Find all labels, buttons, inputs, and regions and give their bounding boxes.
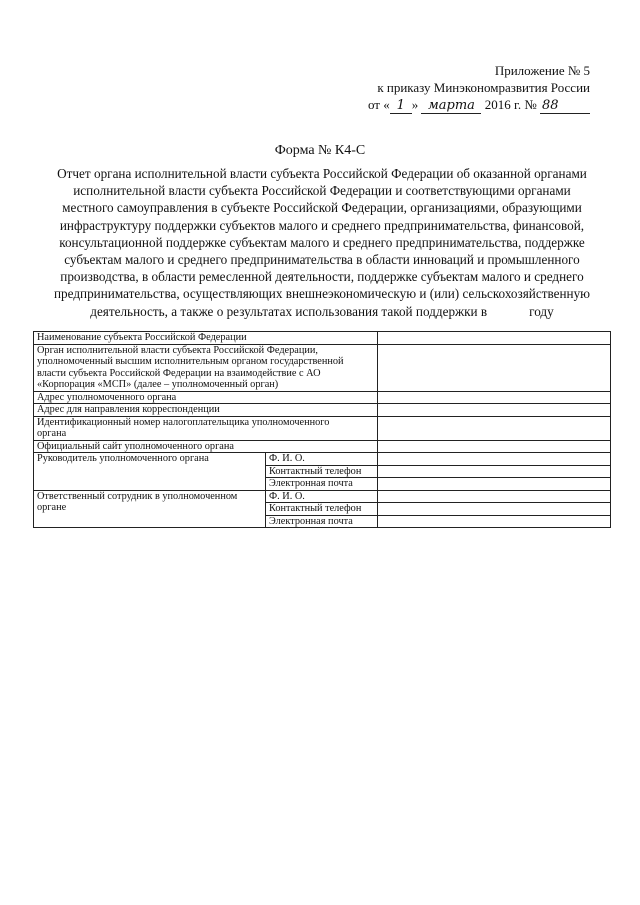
inn-label (34, 416, 378, 440)
responsible-label-line: Ответственный сотрудник в уполномоченном (37, 490, 238, 502)
report-title-line: инфраструктуру поддержки субъектов малого и среднего предпринимательства, финансовой, (59, 217, 585, 233)
head-label: Руководитель уполномоченного органа (34, 453, 266, 491)
table-row (34, 391, 611, 404)
responsible-fio-value[interactable] (378, 490, 611, 503)
handwritten-month: марта (421, 99, 481, 114)
report-title-line: производства, в области ремесленной деятельности, поддержке субъектам малого и среднего (60, 269, 584, 285)
table-row (34, 332, 611, 345)
authority-label-line: Орган исполнительной власти субъекта Российской Федерации, (37, 344, 318, 356)
inn-label-line: Идентификационный номер налогоплательщика уполномоченного (37, 416, 330, 428)
handwritten-order-number: 88 (540, 99, 590, 114)
form-title: Форма № К4-С (274, 143, 366, 158)
responsible-label (34, 490, 266, 528)
responsible-fio-label: Ф. И. О. (266, 490, 378, 503)
authority-label (34, 344, 378, 391)
table-row (34, 490, 611, 503)
authority-info-table (33, 331, 611, 528)
head-fio-value[interactable] (378, 453, 611, 466)
report-title-last-line (48, 303, 596, 320)
authority-label-line: уполномоченный высшим исполнительным органом государственной (37, 356, 344, 367)
report-title-line: Отчет органа исполнительной власти субъекта Российской Федерации об оказанной органами (57, 166, 587, 181)
report-title-last-end: году (529, 303, 554, 319)
table-row (34, 404, 611, 417)
head-email-value[interactable] (378, 478, 611, 491)
website-label: Официальный сайт уполномоченного органа (34, 440, 378, 453)
table-row (34, 440, 611, 453)
table-row (34, 416, 611, 440)
report-title (48, 165, 596, 320)
responsible-email-label: Электронная почта (266, 515, 378, 528)
authority-label-line: власти субъекта Российской Федерации на взаимодействие с АО (37, 367, 321, 379)
report-title-line: местного самоуправления в субъекте Российской Федерации, организациями, образующими (62, 200, 582, 216)
table-row (34, 453, 611, 466)
table-row (34, 344, 611, 391)
date-mid: » (411, 97, 419, 112)
responsible-phone-value[interactable] (378, 503, 611, 516)
report-title-line: исполнительной власти субъекта Российской Федерации и соответствующими органами (73, 183, 571, 199)
inn-label-line: органа (37, 428, 67, 439)
appendix-date-line (368, 96, 590, 114)
region-name-value[interactable] (378, 332, 611, 345)
head-phone-label: Контактный телефон (266, 465, 378, 478)
appendix-order-reference: к приказу Минэкономразвития России (377, 80, 590, 95)
date-year-text: 2016 г. № (484, 97, 537, 112)
address-value[interactable] (378, 391, 611, 404)
website-value[interactable] (378, 440, 611, 453)
handwritten-day: 1 (390, 99, 412, 114)
report-title-line: консультационной поддержке субъектам малого и среднего предпринимательства, поддержке (59, 234, 585, 250)
report-title-line: субъектам малого и среднего предпринимательства в области инноваций и промышленного (64, 252, 580, 268)
region-name-label: Наименование субъекта Российской Федерации (34, 332, 378, 345)
head-fio-label: Ф. И. О. (266, 453, 378, 466)
responsible-phone-label: Контактный телефон (266, 503, 378, 516)
head-phone-value[interactable] (378, 465, 611, 478)
mail-address-label: Адрес для направления корреспонденции (34, 404, 378, 417)
date-prefix: от « (367, 97, 390, 112)
appendix-header (368, 62, 590, 114)
address-label: Адрес уполномоченного органа (34, 391, 378, 404)
inn-value[interactable] (378, 416, 611, 440)
responsible-label-line: органе (37, 502, 67, 513)
authority-label-line: «Корпорация «МСП» (далее – уполномоченный орган) (37, 379, 279, 390)
authority-value[interactable] (378, 344, 611, 391)
appendix-number: Приложение № 5 (494, 63, 590, 78)
responsible-email-value[interactable] (378, 515, 611, 528)
mail-address-value[interactable] (378, 404, 611, 417)
head-email-label: Электронная почта (266, 478, 378, 491)
report-title-last-start: деятельность, а также о результатах использования такой поддержки в (90, 303, 488, 319)
report-title-line: предпринимательства, осуществляющих внешнеэкономическую и (или) сельскохозяйственную (53, 286, 591, 302)
